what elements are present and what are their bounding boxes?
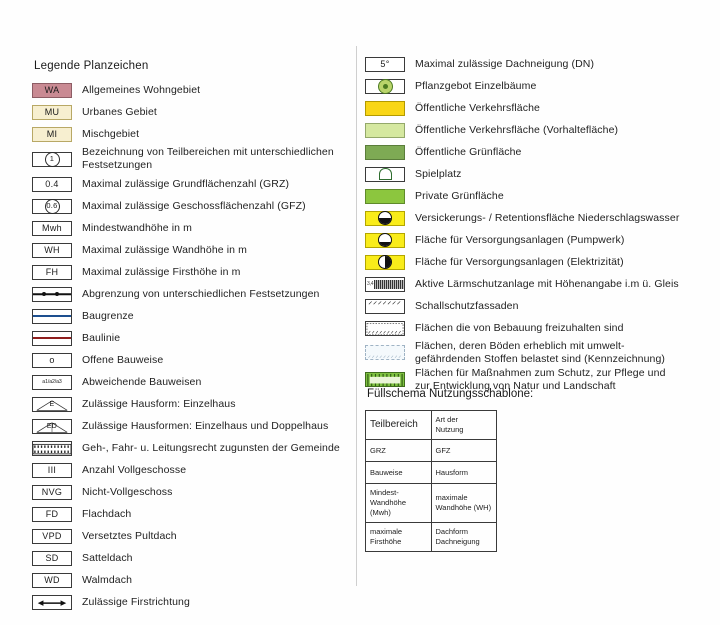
open-bauweise-icon [32, 353, 72, 368]
legend-row [32, 372, 352, 392]
legend-row [32, 482, 352, 502]
legend-label: Abweichende Bauweisen [82, 375, 202, 388]
legend-row [32, 526, 352, 546]
legend-label: Walmdach [82, 573, 133, 586]
legend-row [365, 76, 705, 96]
legend-label: Satteldach [82, 551, 133, 564]
legend-label: Baulinie [82, 331, 121, 344]
grz-value-icon [32, 177, 72, 192]
cell-hausform: Hausform [431, 462, 497, 484]
double-arrow-icon [32, 595, 72, 610]
legend-row [32, 146, 352, 172]
cell-mindest-wandhoehe [366, 484, 432, 523]
cell-line2: Wandhöhe (WH) [435, 503, 492, 512]
legend-row [32, 570, 352, 590]
legend-row [365, 318, 705, 338]
legend-label: Versetztes Pultdach [82, 529, 177, 542]
legend-row [32, 394, 352, 414]
sound-facade-icon [365, 299, 405, 314]
legend-label: Aktive Lärmschutzanlage mit Höhenangabe i.m ü. Gleis [415, 277, 679, 290]
legend-row [32, 460, 352, 480]
legend-label: Öffentliche Verkehrsfläche (Vorhaltefläche) [415, 123, 619, 136]
legend-label: Versickerungs- / Retentionsfläche Niederschlagswasser [415, 211, 680, 224]
swatch-mu-code: MU [44, 107, 60, 117]
legend-label: Flachdach [82, 507, 132, 520]
legend-label: Spielplatz [415, 167, 462, 180]
house-single-code: E [49, 401, 55, 409]
vpd-code: VPD [42, 531, 62, 541]
cell-gfz: GFZ [431, 440, 497, 462]
legend-label: Baugrenze [82, 309, 134, 322]
right-of-way-hatch-icon [32, 441, 72, 456]
legend-label-line1: Flächen, deren Böden erheblich mit umwelt- [415, 340, 625, 352]
legend-label: Allgemeines Wohngebiet [82, 83, 201, 96]
legend-label: Maximal zulässige Wandhöhe in m [82, 243, 247, 256]
red-line-icon [32, 331, 72, 346]
legend-row [32, 102, 352, 122]
playground-icon [365, 167, 405, 182]
legend-label: Nicht-Vollgeschoss [82, 485, 173, 498]
nvg-code: NVG [41, 487, 63, 497]
swatch-wa-icon [32, 83, 72, 98]
swatch-vorhalteflaeche-icon [365, 123, 405, 138]
legend-row [32, 218, 352, 238]
mwh-code: Mwh [42, 223, 62, 233]
sd-code-icon [32, 551, 72, 566]
contaminated-soil-icon [365, 345, 405, 360]
legend-label: Maximal zulässige Grundflächenzahl (GRZ) [82, 177, 290, 190]
legend-row [32, 438, 352, 458]
dachneigung-value: 5° [380, 59, 390, 69]
legend-label: Mischgebiet [82, 127, 140, 140]
vollgeschosse-code: III [47, 465, 57, 475]
wd-code: WD [44, 575, 60, 585]
cell-line1: maximale [370, 527, 403, 536]
fd-code-icon [32, 507, 72, 522]
tree-planting-icon [365, 79, 405, 94]
cell-bauweise: Bauweise [366, 462, 432, 484]
swatch-mi-icon [32, 127, 72, 142]
legend-label: Urbanes Gebiet [82, 105, 157, 118]
table-row [366, 411, 497, 440]
legend-label: Geh-, Fahr- u. Leitungsrecht zugunsten der Gemeinde [82, 441, 340, 454]
cell-maximale-firsthoehe [366, 523, 432, 552]
legend-label: Offene Bauweise [82, 353, 164, 366]
legend-row [365, 142, 705, 162]
swatch-gruenflaeche-icon [365, 145, 405, 160]
cell-line1: Dachform [435, 527, 469, 536]
blue-line-icon [32, 309, 72, 324]
page-title: Legende Planzeichen [34, 60, 149, 72]
wd-code-icon [32, 573, 72, 588]
mwh-code-icon [32, 221, 72, 236]
fuellschema-table [365, 410, 497, 552]
legend-row [365, 208, 705, 228]
retention-area-icon [365, 211, 405, 226]
sd-code: SD [45, 553, 59, 563]
legend-label: Flächen die von Bebauung freizuhalten sind [415, 321, 624, 334]
legend-row [32, 592, 352, 612]
fuellschema-section [365, 388, 665, 552]
legend-row [365, 340, 705, 365]
legend-row [32, 350, 352, 370]
house-single-double-icon [32, 419, 72, 434]
grz-value: 0.4 [45, 179, 59, 189]
legend-label: Zulässige Hausformen: Einzelhaus und Doppelhaus [82, 419, 329, 432]
legend-row [32, 196, 352, 216]
column-divider [356, 46, 357, 586]
legend-label: Zulässige Firstrichtung [82, 595, 190, 608]
legend-row [365, 274, 705, 294]
legend-row [365, 54, 705, 74]
legend-row [32, 548, 352, 568]
abweichende-bauweise-icon [32, 375, 72, 390]
vpd-code-icon [32, 529, 72, 544]
vollgeschosse-icon [32, 463, 72, 478]
legend-row [32, 80, 352, 100]
elektrizitaet-icon [365, 255, 405, 270]
swatch-wa-code: WA [44, 85, 60, 95]
legend-label: Öffentliche Verkehrsfläche [415, 101, 540, 114]
house-single-icon [32, 397, 72, 412]
legend-row [365, 120, 705, 140]
legend-row [32, 174, 352, 194]
legend-row [32, 262, 352, 282]
legend-row [365, 230, 705, 250]
legend-row [32, 240, 352, 260]
keep-free-area-icon [365, 321, 405, 336]
pumpwerk-icon [365, 233, 405, 248]
house-single-double-code: ED [46, 423, 58, 431]
dotted-boundary-line-icon [32, 287, 72, 302]
cell-dachform-dachneigung [431, 523, 497, 552]
gfz-circled-value-icon [32, 199, 72, 214]
legend-label: Maximal zulässige Dachneigung (DN) [415, 57, 595, 70]
legend-row [365, 186, 705, 206]
cell-line2: Wandhöhe (Mwh) [370, 498, 406, 517]
left-legend-column [32, 60, 352, 614]
legend-label: Pflanzgebot Einzelbäume [415, 79, 537, 92]
legend-row [32, 306, 352, 326]
fuellschema-title: Füllschema Nutzungsschablone: [367, 388, 534, 400]
cell-line2: Dachneigung [435, 537, 480, 546]
circled-number-icon [32, 152, 72, 167]
wh-code-icon [32, 243, 72, 258]
swatch-priv-gruen-icon [365, 189, 405, 204]
cell-grz: GRZ [366, 440, 432, 462]
legend-row [32, 124, 352, 144]
dachneigung-icon [365, 57, 405, 72]
legend-label: Mindestwandhöhe in m [82, 221, 192, 234]
legend-label-line2: gefährdenden Stoffen belastet sind (Kennzeichnung) [415, 352, 665, 365]
fh-code: FH [45, 267, 59, 277]
abweichende-bauweise-code: a1/a2/a3 [42, 379, 62, 385]
cell-line1: Art der [435, 415, 459, 424]
legend-label: Bezeichnung von Teilbereichen mit unterschiedlichen Festsetzungen [82, 146, 334, 171]
legend-label: Anzahl Vollgeschosse [82, 463, 187, 476]
legend-label: Zulässige Hausform: Einzelhaus [82, 397, 236, 410]
legend-label: Maximal zulässige Firsthöhe in m [82, 265, 241, 278]
nature-protection-icon [365, 372, 405, 387]
right-legend-column [365, 54, 705, 394]
wh-code: WH [44, 245, 60, 255]
legend-row [365, 252, 705, 272]
cell-maximale-wandhoehe [431, 484, 497, 523]
legend-row [32, 416, 352, 436]
cell-line1: maximale [435, 493, 468, 502]
table-row [366, 484, 497, 523]
swatch-mi-code: MI [46, 129, 58, 139]
cell-art-der-nutzung [431, 411, 497, 440]
nvg-code-icon [32, 485, 72, 500]
legend-label: Maximal zulässige Geschossflächenzahl (GFZ) [82, 199, 306, 212]
table-row [366, 462, 497, 484]
table-row [366, 523, 497, 552]
legend-row [32, 328, 352, 348]
legend-label: Öffentliche Grünfläche [415, 145, 522, 158]
circled-number-value: 1 [45, 152, 60, 167]
open-bauweise-code: o [49, 355, 55, 365]
legend-label: Private Grünfläche [415, 189, 504, 202]
legend-row [32, 504, 352, 524]
legend-row [365, 164, 705, 184]
fd-code: FD [45, 509, 59, 519]
legend-row [32, 284, 352, 304]
cell-line2: Firsthöhe [370, 537, 402, 546]
legend-label: Fläche für Versorgungsanlagen (Pumpwerk) [415, 233, 625, 246]
table-row [366, 440, 497, 462]
fh-code-icon [32, 265, 72, 280]
legend-label-line2: zur Entwicklung von Natur und Landschaft [415, 379, 616, 392]
legend-label: Fläche für Versorgungsanlagen (Elektrizität) [415, 255, 624, 268]
cell-teilbereich: Teilbereich [366, 411, 432, 440]
swatch-verkehrsflaeche-icon [365, 101, 405, 116]
gfz-value: 0.6 [45, 199, 60, 214]
legend-label-multiline [415, 340, 665, 365]
legend-row [365, 296, 705, 316]
legend-label: Abgrenzung von unterschiedlichen Festsetzungen [82, 287, 320, 300]
cell-line2: Nutzung [435, 425, 464, 434]
legend-row [365, 98, 705, 118]
legend-label-line1: Flächen für Maßnahmen zum Schutz, zur Pflege und [415, 367, 666, 379]
swatch-mu-icon [32, 105, 72, 120]
noise-barrier-icon: 3,4 [365, 277, 405, 292]
cell-line1: Mindest- [370, 488, 399, 497]
legend-label: Schallschutzfassaden [415, 299, 519, 312]
